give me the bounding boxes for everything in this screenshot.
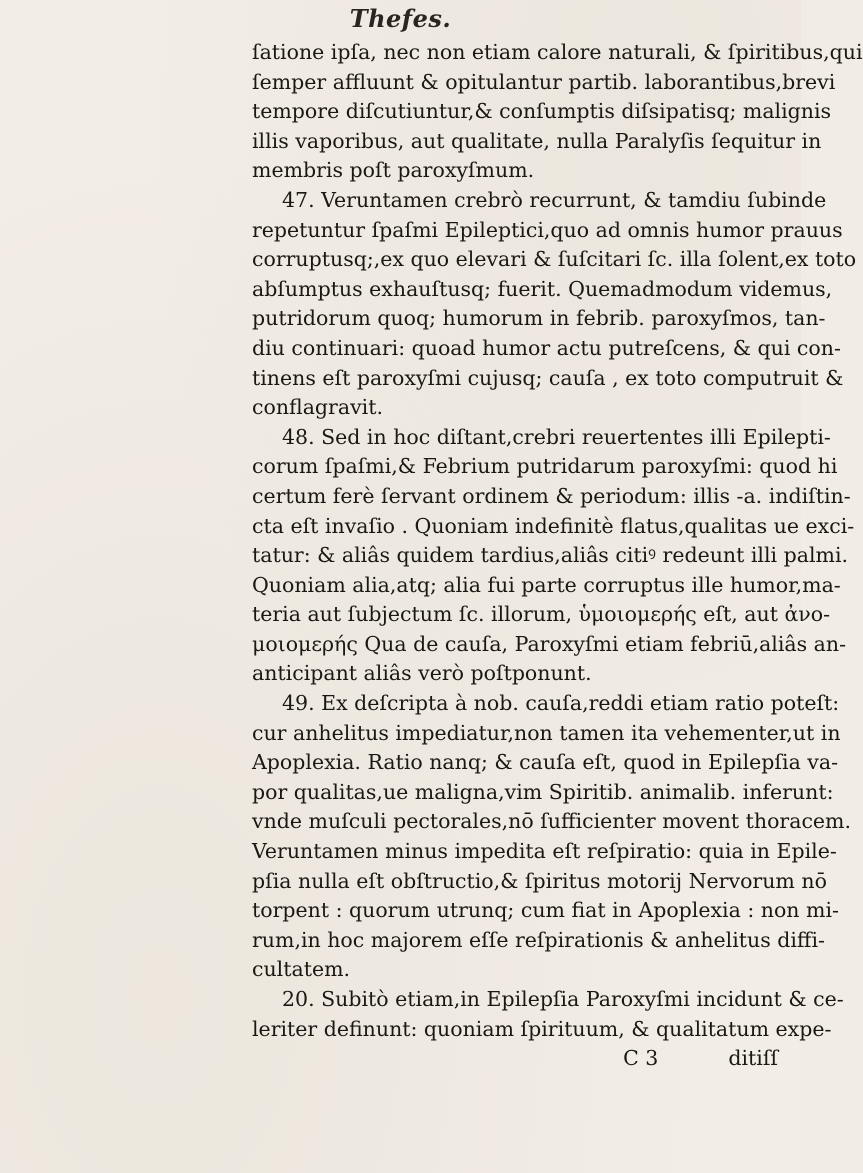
text-line: Veruntamen minus impedita eſt reſpiratio: quia in Epile- [252,839,837,864]
text-line: repetuntur ſpaſmi Epileptici,quo ad omnis humor prauus [252,217,843,242]
text-line: cta eſt invaſio . Quoniam indefinitè flatus,qualitas ue exci- [252,513,855,538]
text-line: cultatem. [252,957,351,982]
text-line: 47. Veruntamen crebrò recurrunt, & tamdiu ſubinde [282,187,827,212]
text-line: vnde muſculi pectorales,nō ſufficienter movent thoracem. [252,809,852,834]
text-line: Apoplexia. Ratio nanq; & cauſa eſt, quod in Epilepſia va- [252,750,839,775]
text-line: illis vaporibus, aut qualitate, nulla Paralyſis ſequitur in [252,128,822,153]
text-line: conflagravit. [252,395,383,420]
text-line: cur anhelitus impediatur,non tamen ita vehementer,ut in [252,720,841,745]
text-line: corum ſpaſmi,& Febrium putridarum paroxyſmi: quod hi [252,454,838,479]
text-line: membris poſt paroxyſmum. [252,158,535,183]
text-line: certum ferè ſervant ordinem & periodum: illis -a. indiſtin- [252,483,851,508]
text-line: leriter definunt: quoniam ſpirituum, & qualitatum expe- [252,1016,832,1041]
text-line: anticipant aliâs verò poſtponunt. [252,661,592,686]
text-line: Quoniam alia,atq; alia fui parte corruptus ille humor,ma- [252,572,841,597]
catchline [252,1044,782,1074]
text-line: rum,in hoc majorem eſſe reſpirationis & anhelitus diffi- [252,927,825,952]
text-line: ſatione ipſa, nec non etiam calore naturali, & ſpiritibus,qui [252,40,863,64]
text-line: μοιομερής Qua de cauſa, Paroxyſmi etiam febriū,aliâs an- [252,631,847,656]
text-line: corruptusq;,ex quo elevari & ſuſcitari ſc. illa ſolent,ex toto [252,247,857,272]
text-line: tatur: & aliâs quidem tardius,aliâs citiꝰ redeunt illi palmi. [252,543,849,568]
text-line: diu continuari: quoad humor actu putreſcens, & qui con- [252,335,841,360]
text-line: tempore diſcutiuntur,& conſumptis diſsipatisq; malignis [252,99,832,124]
text-line: por qualitas,ue maligna,vim Spiritib. animalib. inferunt: [252,779,834,804]
body-text [252,38,863,1074]
text-line: torpent : quorum utrunq; cum fiat in Apoplexia : non mi- [252,898,839,923]
text-line: tinens eſt paroxyſmi cujusq; cauſa , ex toto computruit & [252,365,844,390]
text-line: 20. Subitò etiam,in Epilepſia Paroxyſmi incidunt & ce- [282,987,844,1011]
text-line: abſumptus exhauſtusq; fuerit. Quemadmodum videmus, [252,276,833,301]
signature-mark: C 3 [623,1046,659,1071]
text-line: 49. Ex deſcripta à nob. cauſa,reddi etiam ratio poteſt: [282,691,840,716]
text-line: ſemper affluunt & opitulantur partib. laborantibus,brevi [252,69,836,94]
text-line: putridorum quoq; humorum in febrib. paroxyſmos, tan- [252,306,826,331]
catchword: ditiſſ [728,1046,778,1071]
running-head: Thefes. [349,4,452,33]
text-line: teria aut ſubjectum ſc. illorum, ὑμοιομερής eſt, aut ἀνο- [252,602,831,627]
text-line: 48. Sed in hoc diſtant,crebri reuertentes illi Epilepti- [282,424,831,449]
text-line: pſia nulla eſt obſtructio,& ſpiritus motorij Nervorum nō [252,868,827,893]
